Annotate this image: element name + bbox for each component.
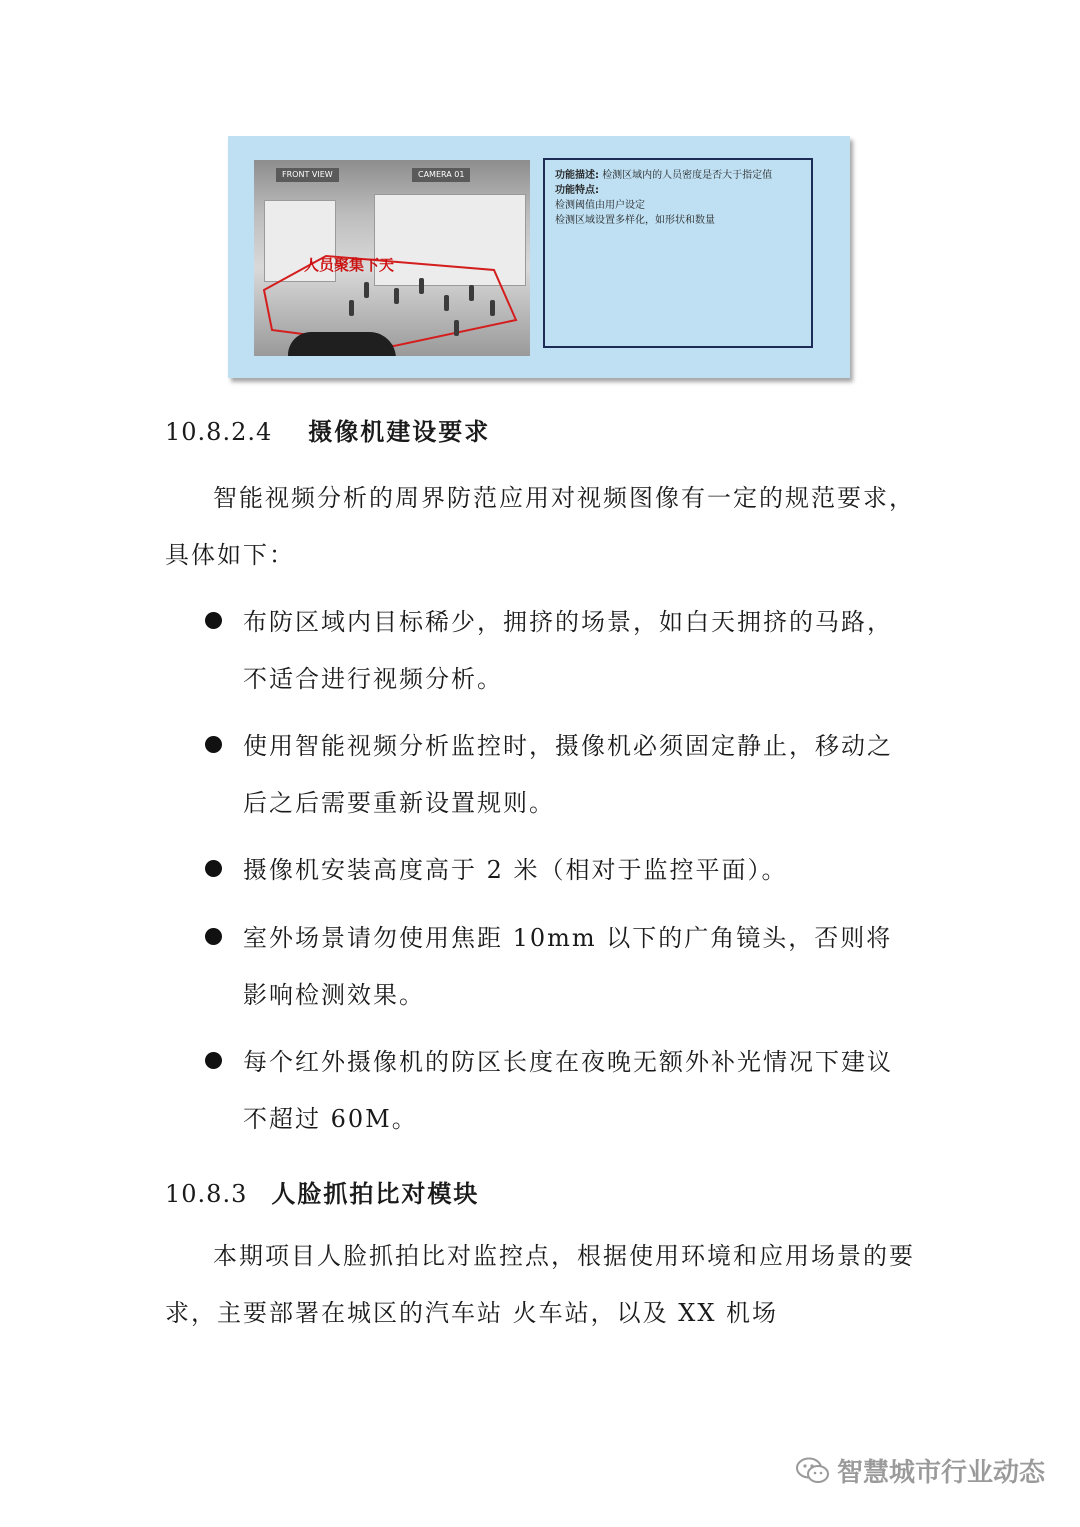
photo-tag-right: CAMERA 01 <box>412 168 470 182</box>
zone-label: 人员聚集下天 <box>304 256 395 274</box>
car <box>288 332 396 356</box>
bullet-dot <box>205 928 222 945</box>
person-figure <box>490 300 495 316</box>
intro-paragraph: 智能视频分析的周界防范应用对视频图像有一定的规范要求，具体如下： <box>165 484 915 569</box>
section-number: 10.8.2.4 <box>165 418 273 446</box>
bullet-dot <box>205 612 222 629</box>
bullet-text: 摄像机安装高度高于 2 米（相对于监控平面）。 <box>243 856 788 884</box>
person-figure <box>394 288 399 304</box>
bullet-dot <box>205 860 222 877</box>
bullet-dot <box>205 1052 222 1069</box>
person-figure <box>419 278 424 294</box>
wechat-icon <box>795 1456 831 1486</box>
face-module-paragraph: 本期项目人脸抓拍比对监控点，根据使用环境和应用场景的要求，主要部署在城区的汽车站 火车站，以及 XX 机场 <box>165 1242 915 1327</box>
person-figure <box>349 300 354 316</box>
bullet-text: 使用智能视频分析监控时，摄像机必须固定静止，移动之后之后需要重新设置规则。 <box>243 732 893 817</box>
bullet-dot <box>205 736 222 753</box>
person-figure <box>454 320 459 336</box>
desc-function-text: 检测区域内的人员密度是否大于指定值 <box>602 170 773 181</box>
bullet-text: 每个红外摄像机的防区长度在夜晚无额外补光情况下建议不超过 60M。 <box>243 1048 893 1133</box>
person-figure <box>364 282 369 298</box>
desc-label-features: 功能特点: <box>555 185 599 196</box>
function-description-box <box>543 158 813 348</box>
person-figure <box>469 285 474 301</box>
section-number: 10.8.3 <box>165 1180 248 1208</box>
crowd-camera-photo <box>254 160 530 356</box>
section-heading-camera <box>165 412 490 447</box>
photo-tag-left: FRONT VIEW <box>276 168 339 182</box>
section-heading-face <box>165 1174 479 1209</box>
watermark <box>795 1452 1045 1489</box>
watermark-text: 智慧城市行业动态 <box>837 1458 1046 1488</box>
surveillance-figure <box>228 136 850 378</box>
person-figure <box>444 295 449 311</box>
section-title: 摄像机建设要求 <box>308 417 491 446</box>
bullet-text: 布防区域内目标稀少，拥挤的场景，如白天拥挤的马路，不适合进行视频分析。 <box>243 608 893 693</box>
desc-feature-1: 检测阈值由用户设定 <box>555 200 645 211</box>
desc-label-function: 功能描述: <box>555 170 599 181</box>
bullet-text: 室外场景请勿使用焦距 10mm 以下的广角镜头，否则将影响检测效果。 <box>243 924 893 1009</box>
section-title: 人脸抓拍比对模块 <box>271 1179 480 1208</box>
desc-feature-2: 检测区域设置多样化，如形状和数量 <box>555 215 715 226</box>
